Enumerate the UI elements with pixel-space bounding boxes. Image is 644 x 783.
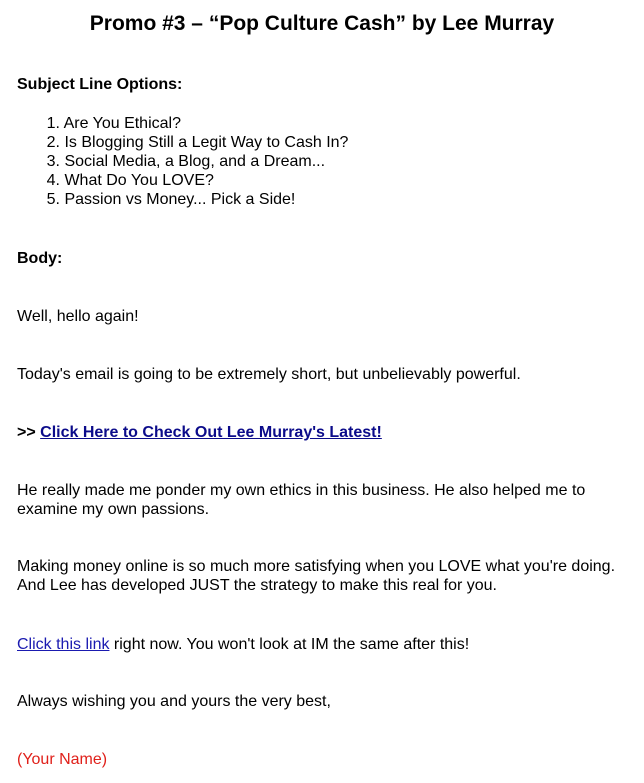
click-paragraph-rest: right now. You won't look at IM the same after this! [109,636,470,653]
signature-placeholder: (Your Name) [17,751,108,768]
list-item [17,190,348,209]
list-text: Social Media, a Blog, and a Dream... [64,153,326,170]
cta-paragraph [17,423,627,442]
intro-paragraph: Today's email is going to be extremely short, but unbelievably powerful. [17,366,521,383]
list-item [17,114,348,133]
list-number: 4. [46,172,60,189]
list-item [17,171,348,190]
subject-heading: Subject Line Options: [17,76,183,93]
money-paragraph: Making money online is so much more satisfying when you LOVE what you're doing. And Lee has developed JUST the strategy to make this real for you. [17,558,616,594]
list-number: 2. [46,134,60,151]
cta-prefix: >> [17,424,41,441]
body-heading: Body: [17,250,63,267]
list-number: 5. [46,191,60,208]
list-number: 3. [46,153,60,170]
cta-link[interactable]: Click Here to Check Out Lee Murray's Latest! [40,424,382,441]
click-paragraph [17,635,627,654]
list-number: 1. [46,115,60,132]
list-item [17,152,348,171]
list-text: What Do You LOVE? [64,172,214,189]
closing-paragraph: Always wishing you and yours the very best, [17,693,331,710]
subject-list [17,114,348,209]
list-text: Is Blogging Still a Legit Way to Cash In? [64,134,349,151]
list-text: Passion vs Money... Pick a Side! [64,191,296,208]
greeting-paragraph: Well, hello again! [17,308,139,325]
page-title: Promo #3 – “Pop Culture Cash” by Lee Murray [89,12,555,35]
click-this-link[interactable]: Click this link [17,636,110,653]
ethics-paragraph: He really made me ponder my own ethics in this business. He also helped me to examine my own passions. [17,482,586,518]
list-text: Are You Ethical? [63,115,181,132]
list-item [17,133,348,152]
